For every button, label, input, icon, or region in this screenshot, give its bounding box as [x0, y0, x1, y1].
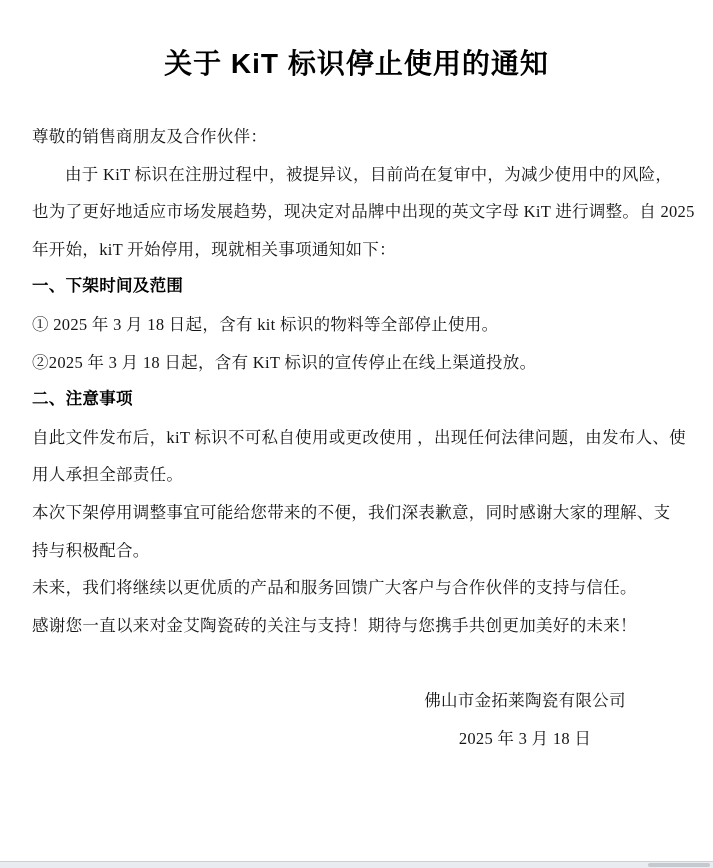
- document-body: [32, 118, 693, 644]
- body-line: 未来，我们将继续以更优质的产品和服务回馈广大客户与合作伙伴的支持与信任。: [32, 578, 637, 598]
- body-line: 也为了更好地适应市场发展趋势，现决定对品牌中出现的英文字母 KiT 进行调整。自 2025: [32, 202, 695, 222]
- body-line: 持与积极配合。: [32, 540, 150, 560]
- body-line: 用人承担全部责任。: [32, 465, 184, 485]
- body-line: 本次下架停用调整事宜可能给您带来的不便，我们深表歉意，同时感谢大家的理解、支: [32, 502, 671, 522]
- horizontal-scrollbar-track[interactable]: [0, 861, 713, 868]
- body-line: ②2025 年 3 月 18 日起，含有 KiT 标识的宣传停止在线上渠道投放。: [32, 352, 537, 372]
- signature-date: 2025 年 3 月 18 日: [458, 729, 592, 748]
- section-heading: 二、注意事项: [32, 390, 133, 409]
- body-line: 感谢您一直以来对金艾陶瓷砖的关注与支持！期待与您携手共创更加美好的未来！: [32, 615, 637, 635]
- signature-company: 佛山市金拓莱陶瓷有限公司: [424, 691, 626, 710]
- horizontal-scrollbar-thumb[interactable]: [648, 863, 710, 867]
- signature-block: [340, 682, 710, 758]
- body-line: ① 2025 年 3 月 18 日起，含有 kit 标识的物料等全部停止使用。: [32, 314, 499, 334]
- body-line: 年开始，kiT 开始停用，现就相关事项通知如下：: [32, 239, 396, 259]
- body-line: 由于 KiT 标识在注册过程中，被提异议，目前尚在复审中，为减少使用中的风险，: [65, 164, 673, 184]
- body-line: 自此文件发布后，kiT 标识不可私自使用或更改使用 ，出现任何法律问题，由发布人、使: [32, 427, 686, 447]
- document-title: 关于 KiT 标识停止使用的通知: [164, 48, 549, 79]
- body-line: 尊敬的销售商朋友及合作伙伴：: [32, 127, 268, 146]
- section-heading: 一、下架时间及范围: [32, 277, 184, 296]
